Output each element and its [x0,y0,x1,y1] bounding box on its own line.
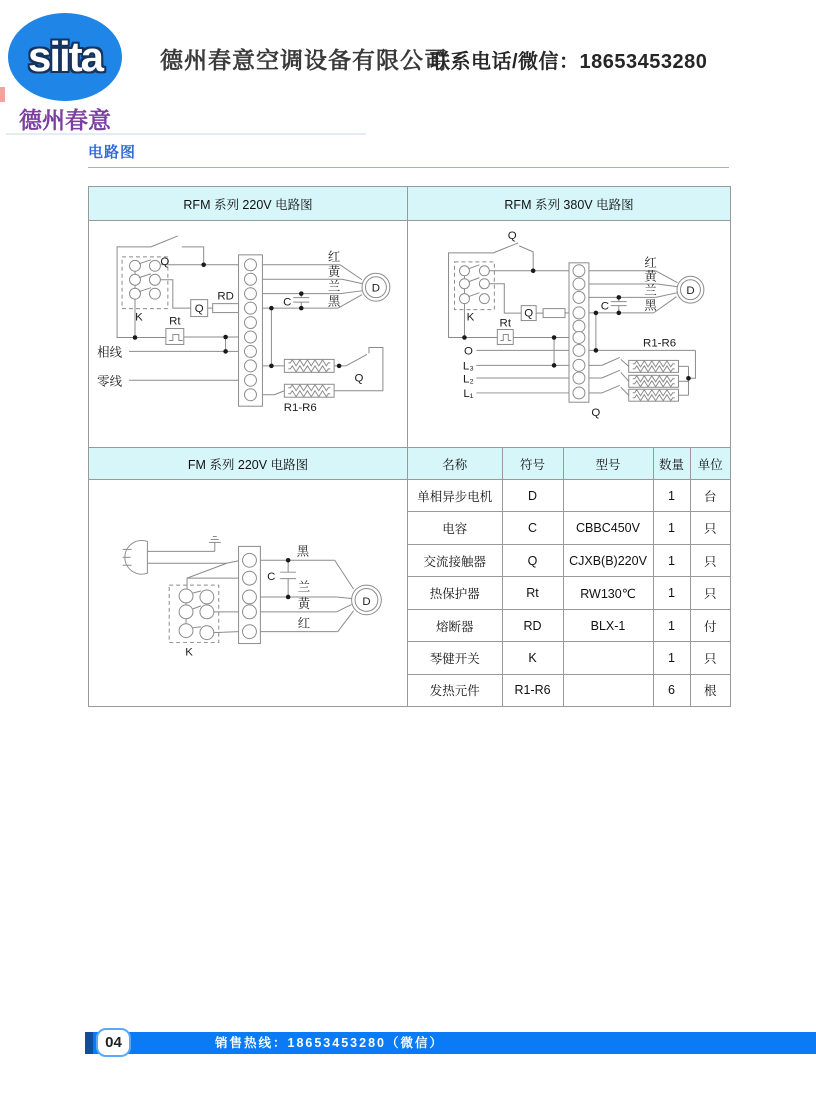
label-line-l1: L₁ [463,388,474,401]
panel-rfm220 [89,221,407,448]
label-wire-blue: 兰 [327,279,341,294]
table-row [408,512,730,544]
label-q-mid: Q [194,303,204,316]
part-model: RW130℃ [563,577,653,609]
table-row [408,577,730,609]
part-symbol: R1-R6 [502,674,563,706]
switch-out-wire [182,247,204,265]
panel-rfm380 [408,221,730,448]
parts-table [408,448,730,706]
part-name: 电容 [408,512,502,544]
part-qty: 6 [653,674,690,706]
part-unit: 根 [690,674,730,706]
label-resistors: R1-R6 [283,402,317,415]
part-model [563,642,653,674]
table-row [408,609,730,641]
label-resistors: R1-R6 [643,337,677,350]
part-model: BLX-1 [563,609,653,641]
page-number-badge: 04 [96,1028,131,1057]
label-motor: D [686,285,695,298]
label-wire-yellow: 黄 [327,264,341,279]
part-model [563,480,653,512]
footer-bar-cap [85,1032,93,1054]
table-row [408,674,730,706]
label-cap: C [267,571,276,584]
rfm-220v-circuit-diagram [89,221,407,447]
label-wire-red: 红 [644,255,657,270]
table-right-column [408,187,730,706]
part-qty: 1 [653,609,690,641]
label-rt: Rt [169,315,181,328]
table-row [408,480,730,512]
part-name: 交流接触器 [408,544,502,576]
panel-header-fm220: FM 系列 220V 电路图 [89,448,407,480]
panel-header-rfm220: RFM 系列 220V 电路图 [89,187,407,221]
fm-220v-circuit-diagram [89,480,407,706]
title-underline [88,167,729,168]
label-wire-black: 黑 [296,544,310,559]
part-unit: 台 [690,480,730,512]
col-header-unit: 单位 [690,448,730,480]
part-symbol: K [502,642,563,674]
col-header-qty: 数量 [653,448,690,480]
label-k: K [185,646,193,659]
part-model: CJXB(B)220V [563,544,653,576]
label-wire-black: 黑 [644,298,657,313]
page-title: 电路图 [88,144,137,161]
part-unit: 只 [690,642,730,674]
part-model: CBBC450V [563,512,653,544]
circuit-diagram-table [88,186,731,707]
part-qty: 1 [653,577,690,609]
label-k: K [466,311,475,324]
logo-text: siita [27,33,103,80]
label-wire-red: 红 [327,249,341,264]
label-line-l3: L₃ [462,360,474,373]
label-wire-black: 黑 [327,294,341,309]
label-motor: D [362,595,371,608]
table-row [408,544,730,576]
col-header-symbol: 符号 [502,448,563,480]
label-line-o: O [463,345,473,358]
company-name: 德州春意空调设备有限公司 [160,47,448,73]
siita-logo [8,13,122,101]
part-unit: 只 [690,512,730,544]
part-unit: 只 [690,577,730,609]
part-unit: 付 [690,609,730,641]
label-cap: C [283,296,292,309]
switch-blade [151,236,178,247]
part-symbol: RD [502,609,563,641]
panel-header-rfm380: RFM 系列 380V 电路图 [408,187,730,221]
label-motor: D [371,282,381,295]
footer-bar [85,1032,816,1054]
label-neutral: 零线 [97,374,123,389]
page-edge-artifact [0,87,5,102]
part-qty: 1 [653,642,690,674]
part-qty: 1 [653,480,690,512]
junction-dots [133,263,342,369]
part-qty: 1 [653,544,690,576]
label-wire-yellow: 黄 [644,269,657,284]
part-symbol: C [502,512,563,544]
switch-blade [493,243,518,253]
label-q-mid: Q [524,307,534,320]
label-wire-red: 红 [297,616,311,631]
part-qty: 1 [653,512,690,544]
part-name: 熔断器 [408,609,502,641]
label-q-bottom: Q [354,372,364,385]
label-q-bottom: Q [591,407,601,420]
label-wire-blue: 兰 [297,580,311,595]
label-rd: RD [217,290,234,303]
table-row [408,642,730,674]
label-rt: Rt [499,317,512,330]
label-phase: 相线 [97,345,123,360]
parts-table-header-row [408,448,730,480]
footer-hotline: 销售热线：18653453280（微信） [215,1036,444,1050]
label-line-l2: L₂ [463,373,474,386]
part-name: 单相异步电机 [408,480,502,512]
col-header-model: 型号 [563,448,653,480]
col-header-name: 名称 [408,448,502,480]
thermal-protector-box [497,330,513,345]
fuse-box [213,304,239,313]
label-wire-blue: 兰 [644,283,657,298]
thermal-protector-box [166,329,184,345]
part-symbol: Q [502,544,563,576]
header-divider [6,133,366,135]
rfm-380v-circuit-diagram [408,221,730,447]
label-q-top: Q [160,255,170,268]
label-cap: C [600,300,609,313]
part-name: 发热元件 [408,674,502,706]
switch-out-wire [519,246,533,271]
fuse-box [543,309,565,318]
panel-fm220 [89,480,407,706]
label-wire-yellow: 黄 [297,596,311,611]
contact-phone: 联系电话/微信：18653453280 [430,51,708,73]
part-unit: 只 [690,544,730,576]
part-name: 热保护器 [408,577,502,609]
label-q-top: Q [507,229,517,242]
label-k: K [135,311,143,324]
logo-subtitle: 德州春意 [19,107,111,133]
table-left-column [89,187,408,706]
part-name: 琴健开关 [408,642,502,674]
part-symbol: D [502,480,563,512]
bottom-switch-blade [346,354,367,365]
part-model [563,674,653,706]
part-symbol: Rt [502,577,563,609]
